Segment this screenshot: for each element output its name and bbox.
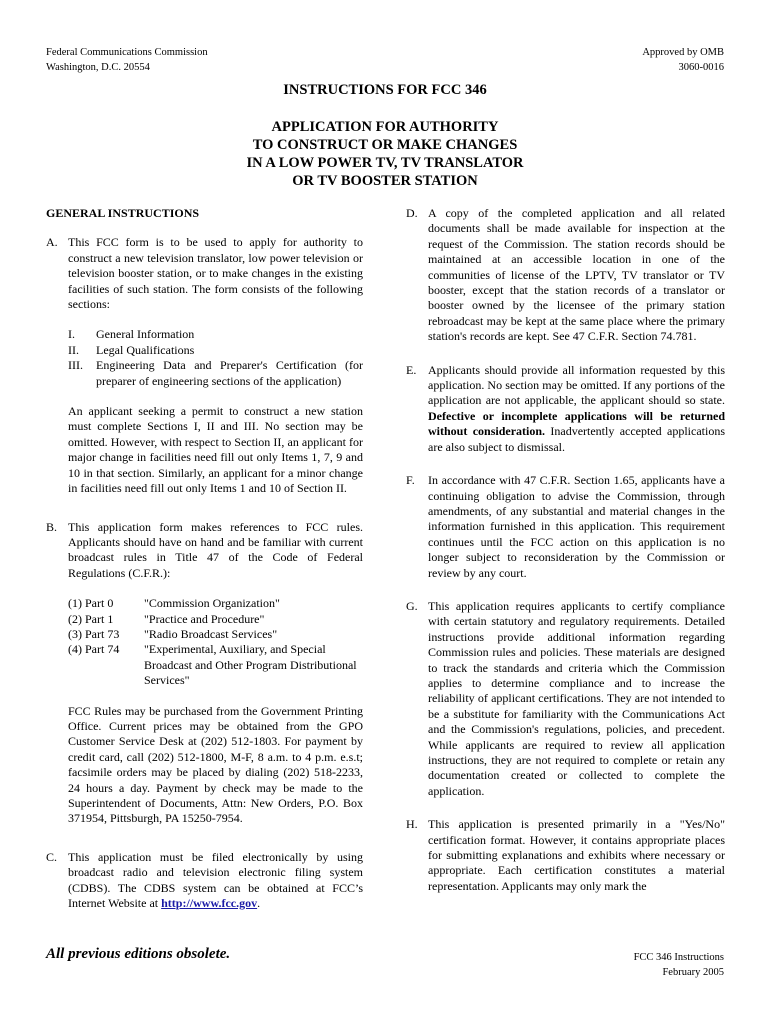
list-number: II.: [68, 342, 79, 357]
section-list-item: [68, 343, 363, 358]
rule-part-item: [68, 612, 363, 627]
omb-number: 3060-0016: [678, 62, 724, 73]
instruction-h: [406, 817, 725, 894]
rule-part-title: "Experimental, Auxiliary, and Special Broadcast and Other Program Distributional Services": [144, 642, 357, 688]
page-subtitle: [0, 118, 770, 190]
section-list-item: [68, 358, 363, 389]
agency-name: Federal Communications Commission: [46, 47, 208, 58]
instruction-b: [46, 520, 363, 827]
right-column: [406, 206, 725, 909]
item-letter: G.: [406, 598, 418, 613]
item-c-body: This application must be filed electronically by using broadcast radio and television electronic filing system (CDBS). The CDBS system can be obtained at FCC’s Internet Website at: [68, 849, 363, 911]
rule-part-title: "Radio Broadcast Services": [144, 626, 278, 641]
item-letter: H.: [406, 817, 418, 832]
item-letter: B.: [46, 519, 58, 534]
omb-approval: [642, 45, 724, 75]
subtitle-line: IN A LOW POWER TV, TV TRANSLATOR: [246, 155, 524, 171]
list-text: Legal Qualifications: [96, 342, 195, 357]
instruction-g: [406, 599, 725, 799]
form-name: FCC 346 Instructions: [633, 952, 724, 963]
item-b-intro: This application form makes references to FCC rules. Applicants should have on hand and be familiar with current broadcast rules in Title 47 of the Code of Federal Regulations (C.F.R.):: [68, 519, 363, 580]
item-letter: F.: [406, 473, 415, 488]
item-d-text: A copy of the completed application and all related documents shall be made available for inspection at the request of the Commission. The station records should be maintained at an accessible location in one of the communities of license of the LPTV, TV translator or TV booster, except that the station records of a translator or booster owned by the licensee of the primary station rebroadcast may be kept at the same place where the primary station's records are kept. See 47 C.F.R. Section 74.781.: [428, 206, 725, 344]
subtitle-line: TO CONSTRUCT OR MAKE CHANGES: [252, 137, 518, 153]
item-c-text: [68, 850, 363, 912]
item-letter: A.: [46, 235, 58, 250]
item-b-para2: FCC Rules may be purchased from the Government Printing Office. Current prices may be obtained from the GPO Customer Service Desk at (202) 512-1803. For payment by credit card, call (202) 512-1800, M-F, 8 a.m. to 4 p.m. e.s.t; facsimile orders may be placed by dialing (202) 518-2233, 24 hours a day. Payment by check may be made to the Superintendent of Documents, Attn: New Orders, P.O. Box 371954, Pittsburgh, PA 15250-7954.: [68, 703, 363, 826]
obsolete-notice: All previous editions obsolete.: [46, 946, 231, 962]
rule-part-number: (2) Part 1: [68, 611, 114, 626]
item-g-text: This application requires applicants to certify compliance with certain statutory and regulatory requirements. Detailed instructions provide additional information regarding Commission rules and policies. These materials are designed to track the standards and criteria which the Commission applies to determine compliance and to increase the reliability of applicant certifications. They are not intended to be a substitute for familiarity with the Communications Act and the Commission's regulations, policies, and precedent. While applicants are required to review all application instructions, they are not required to complete or retain any documentation created or collected to complete the application.: [428, 598, 725, 798]
rule-part-title: "Commission Organization": [144, 596, 280, 611]
agency-location: Washington, D.C. 20554: [46, 62, 150, 73]
list-number: I.: [68, 327, 75, 342]
form-footer: [634, 950, 724, 980]
omb-approval-label: Approved by OMB: [642, 47, 724, 58]
instruction-e: [406, 363, 725, 455]
item-letter: C.: [46, 849, 58, 864]
item-e-body-end: Inadvertently accepted applications are also subject to dismissal.: [428, 424, 725, 454]
rule-part-item: [68, 627, 363, 642]
rule-part-number: (4) Part 74: [68, 642, 120, 657]
item-e-text: [428, 363, 725, 455]
list-text: General Information: [96, 327, 195, 342]
section-heading: GENERAL INSTRUCTIONS: [46, 206, 200, 220]
section-list-item: [68, 327, 363, 342]
instruction-a: [46, 235, 363, 496]
list-number: III.: [68, 358, 83, 373]
left-column: [46, 206, 363, 926]
fcc-website-link[interactable]: http://www.fcc.gov: [161, 896, 258, 911]
subtitle-line: APPLICATION FOR AUTHORITY: [271, 119, 499, 135]
rule-part-item: [68, 596, 363, 611]
item-letter: D.: [406, 206, 418, 220]
item-e-body: Applicants should provide all information requested by this application. No section may be omitted. If any portions of the application are not applicable, the applicant should so state.: [428, 362, 725, 408]
form-date: February 2005: [662, 967, 724, 978]
item-h-text: This application is presented primarily in a "Yes/No" certification format. However, it contains appropriate places for submitting explanations and exhibits where necessary or appropriate. Each certification constitutes a material representation. Applicants may only mark the: [428, 817, 725, 893]
item-c-end: .: [257, 896, 261, 911]
list-text: Engineering Data and Preparer's Certification (for preparer of engineering sections of the application): [96, 358, 363, 388]
item-f-text: In accordance with 47 C.F.R. Section 1.65, applicants have a continuing obligation to advise the Commission, through amendments, of any substantial and material changes in the information furnished in this application. This requirement continues until the FCC action on this application is no longer subject to reconsideration by the Commission or review by any court.: [428, 473, 725, 580]
rule-part-number: (3) Part 73: [68, 626, 120, 641]
subtitle-line: OR TV BOOSTER STATION: [292, 173, 478, 189]
instruction-c: [46, 850, 363, 912]
agency-header: [46, 45, 208, 75]
instruction-f: [406, 473, 725, 581]
item-e-warning: Defective or incomplete applications will be returned without consideration.: [428, 408, 725, 439]
rule-part-item: [68, 642, 363, 688]
rule-part-number: (1) Part 0: [68, 596, 114, 611]
page-title: INSTRUCTIONS FOR FCC 346: [283, 82, 487, 98]
item-letter: E.: [406, 362, 417, 377]
item-a-intro: This FCC form is to be used to apply for authority to construct a new television translator, low power television or television booster station, or to make changes in the existing facilities of such station. The form consists of the following sections:: [68, 235, 363, 312]
rule-part-title: "Practice and Procedure": [144, 611, 265, 626]
instruction-d: [406, 206, 725, 345]
item-a-para2: An applicant seeking a permit to construct a new station must complete Sections I, II and III. No section may be omitted. However, with respect to Section II, an applicant for major change in facilities need fill out only Items 1, 7, 9 and 10 in that section. Similarly, an applicant for a minor change in facilities need fill out only Items 1 and 10 of Section II.: [68, 404, 363, 496]
